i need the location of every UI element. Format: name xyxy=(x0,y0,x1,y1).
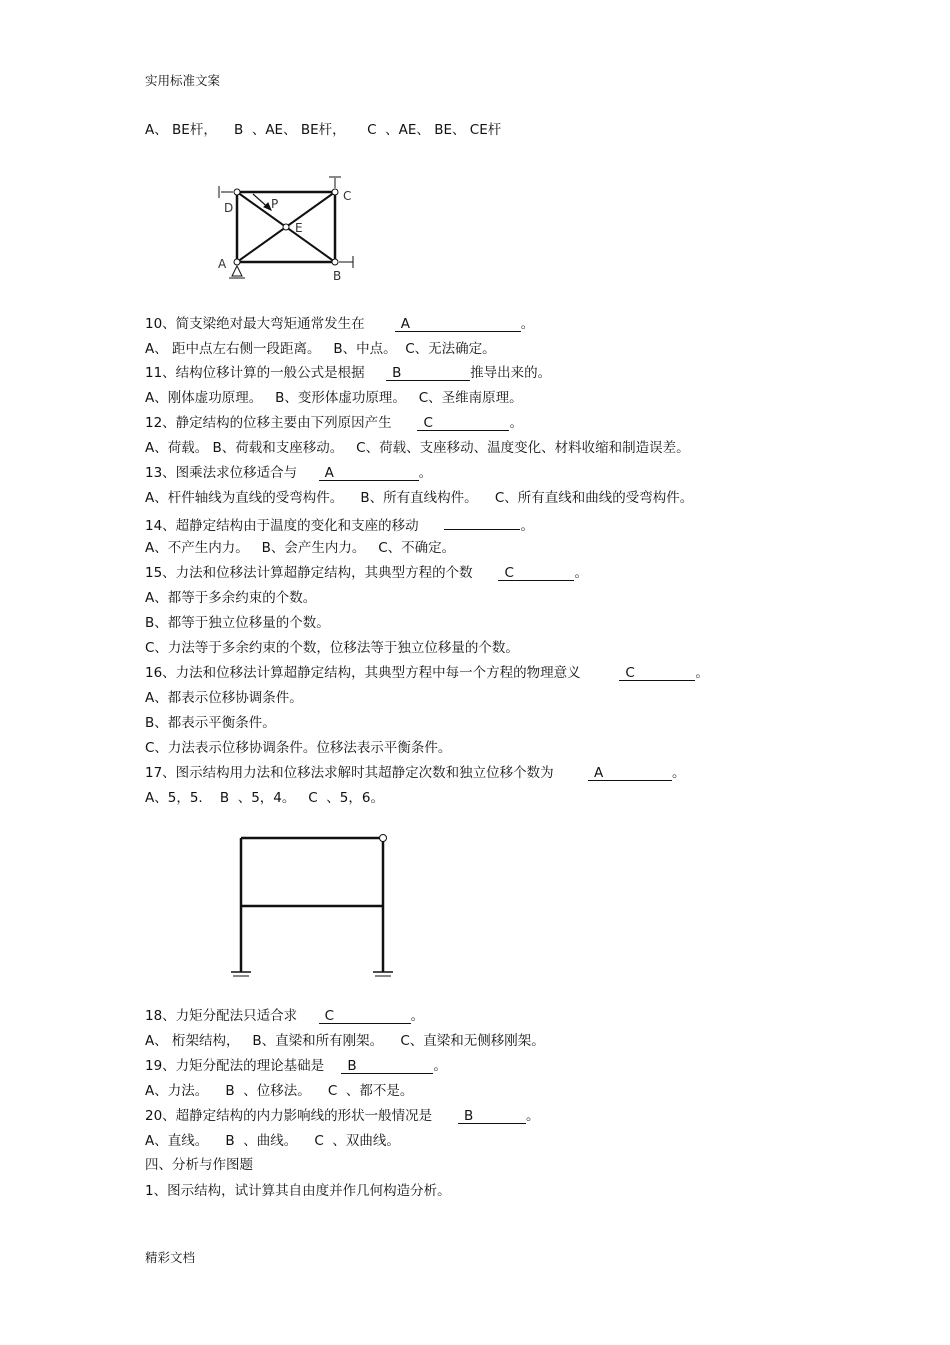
q20-answer: B xyxy=(458,1108,526,1124)
q10-answer: A xyxy=(395,316,521,332)
q12-options: A、荷载。 B、荷载和支座移动。 C、荷载、支座移动、温度变化、材料收缩和制造误差。 xyxy=(145,440,690,456)
q20-options: A、直线。 B 、曲线。 C 、双曲线。 xyxy=(145,1133,400,1149)
q13-answer: A xyxy=(319,465,419,481)
q15-answer: C xyxy=(498,565,574,581)
page-header: 实用标准文案 xyxy=(145,73,221,88)
q12-stem: 12、静定结构的位移主要由下列原因产生 C 。 xyxy=(145,415,523,431)
q16-option-b: B、都表示平衡条件。 xyxy=(145,715,276,731)
q11-options: A、刚体虚功原理。 B、变形体虚功原理。 C、圣维南原理。 xyxy=(145,390,523,406)
q18-stem: 18、力矩分配法只适合求 C 。 xyxy=(145,1008,425,1024)
q14-answer xyxy=(444,514,520,530)
page-footer: 精彩文档 xyxy=(145,1250,196,1265)
q16-answer: C xyxy=(619,665,695,681)
label-D: D xyxy=(224,201,234,215)
q12-answer: C xyxy=(417,415,509,431)
q18-options: A、 桁架结构， B、直梁和所有刚架。 C、直梁和无侧移刚架。 xyxy=(145,1033,545,1049)
q14-options: A、不产生内力。 B、会产生内力。 C、不确定。 xyxy=(145,540,456,556)
q16-stem: 16、力法和位移法计算超静定结构，其典型方程中每一个方程的物理意义 C 。 xyxy=(145,665,709,681)
q19-stem: 19、力矩分配法的理论基础是 B 。 xyxy=(145,1058,447,1074)
q20-stem: 20、超静定结构的内力影响线的形状一般情况是 B 。 xyxy=(145,1108,540,1124)
label-A: A xyxy=(218,257,227,271)
q10-options: A、 距中点左右侧一段距离。 B、中点。 C、无法确定。 xyxy=(145,341,496,357)
q13-options: A、杆件轴线为直线的受弯构件。 B、所有直线构件。 C、所有直线和曲线的受弯构件。 xyxy=(145,490,694,506)
q11-stem: 11、结构位移计算的一般公式是根据 B 推导出来的。 xyxy=(145,365,552,381)
q17-options: A、5，5. B 、5，4。 C 、5，6。 xyxy=(145,790,384,806)
q15-option-a: A、都等于多余约束的个数。 xyxy=(145,590,317,606)
q16-option-c: C、力法表示位移协调条件。位移法表示平衡条件。 xyxy=(145,740,452,756)
q17-stem: 17、图示结构用力法和位移法求解时其超静定次数和独立位移个数为 A 。 xyxy=(145,765,686,781)
q18-answer: C xyxy=(319,1008,411,1024)
q16-option-a: A、都表示位移协调条件。 xyxy=(145,690,303,706)
label-E: E xyxy=(295,221,303,235)
section-4-question-1: 1、图示结构，试计算其自由度并作几何构造分析。 xyxy=(145,1183,451,1199)
q10-stem: 10、简支梁绝对最大弯矩通常发生在 A 。 xyxy=(145,316,535,332)
truss-figure xyxy=(205,170,380,288)
q9-options: A、 BE杆， B 、AE、 BE杆， C 、AE、 BE、 CE杆 xyxy=(145,122,502,138)
q11-answer: B xyxy=(386,365,470,381)
q13-stem: 13、图乘法求位移适合与 A 。 xyxy=(145,465,433,481)
q19-answer: B xyxy=(341,1058,433,1074)
label-B: B xyxy=(333,269,342,283)
q15-stem: 15、力法和位移法计算超静定结构，其典型方程的个数 C 。 xyxy=(145,565,588,581)
label-C: C xyxy=(343,189,352,203)
section-4-title: 四、分析与作图题 xyxy=(145,1157,253,1173)
q14-stem: 14、超静定结构由于温度的变化和支座的移动 。 xyxy=(145,514,534,535)
q15-option-c: C、力法等于多余约束的个数，位移法等于独立位移量的个数。 xyxy=(145,640,519,656)
q17-answer: A xyxy=(588,765,672,781)
q15-option-b: B、都等于独立位移量的个数。 xyxy=(145,615,330,631)
label-P: P xyxy=(271,197,279,211)
q19-options: A、力法。 B 、位移法。 C 、都不是。 xyxy=(145,1083,414,1099)
frame-figure xyxy=(225,830,400,980)
